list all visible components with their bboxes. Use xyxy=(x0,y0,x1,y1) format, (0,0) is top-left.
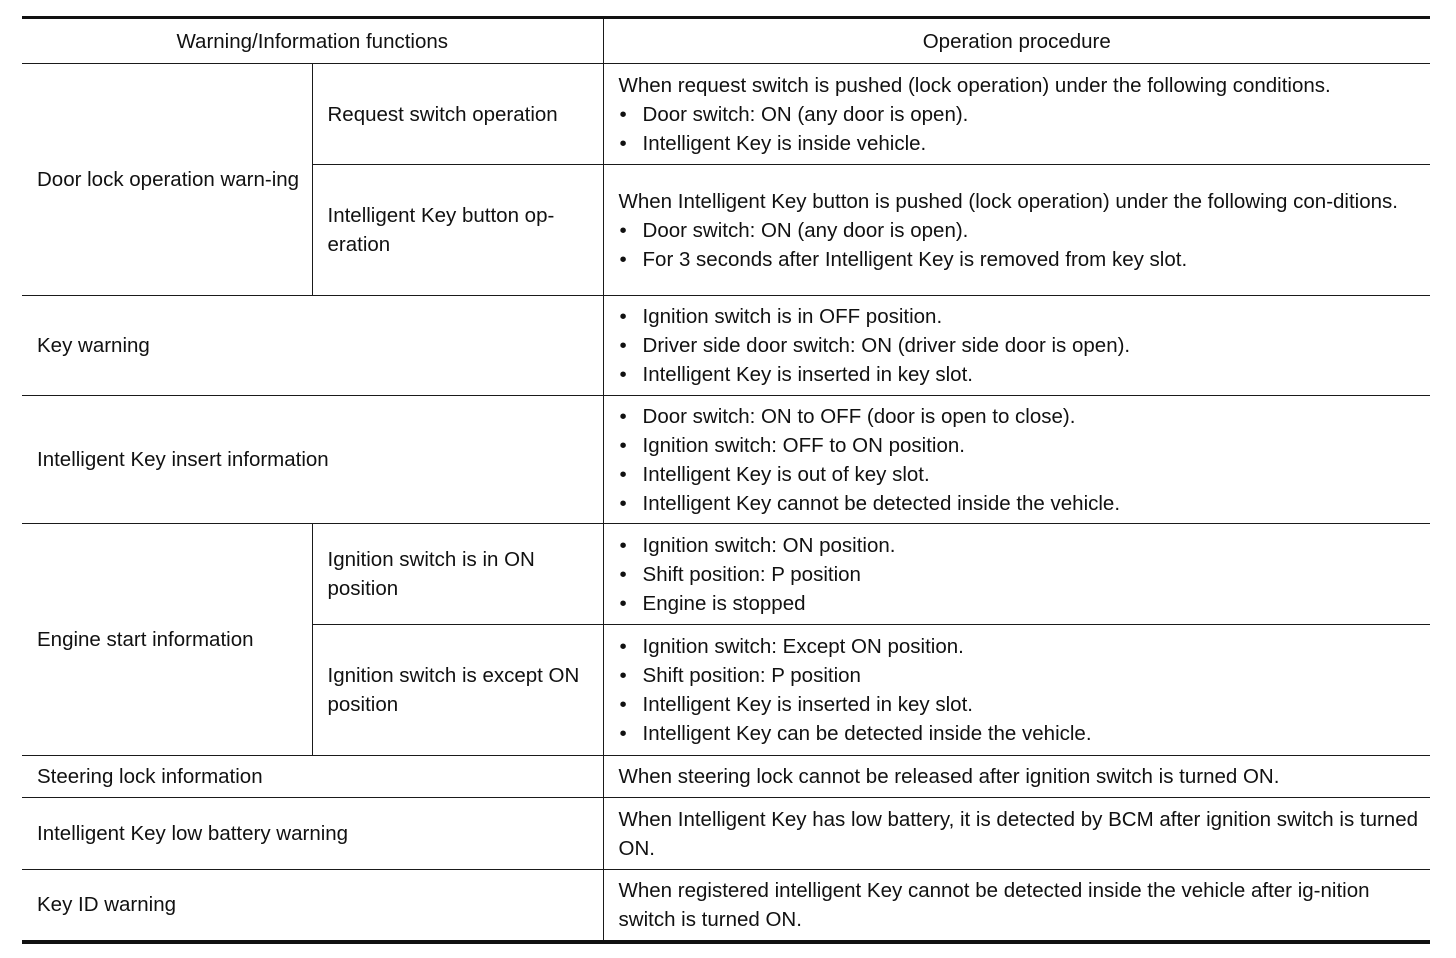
procedure-cell xyxy=(603,396,1430,524)
condition-list xyxy=(619,100,1423,158)
list-item: • For 3 seconds after Intelligent Key is removed from key slot. xyxy=(619,245,1423,274)
table-row xyxy=(22,870,1430,942)
list-item: • Intelligent Key can be detected inside the vehicle. xyxy=(619,719,1423,748)
procedure-cell: When Intelligent Key has low battery, it is detected by BCM after ignition switch is turned ON. xyxy=(603,798,1430,870)
table-row xyxy=(22,396,1430,524)
condition-list xyxy=(619,632,1423,748)
list-item: • Door switch: ON (any door is open). xyxy=(619,100,1423,129)
procedure-cell: When registered intelligent Key cannot be detected inside the vehicle after ig-nition switch is turned ON. xyxy=(603,870,1430,942)
function-cell: Door lock operation warn-ing xyxy=(22,64,312,296)
condition-list xyxy=(619,531,1423,618)
table-row xyxy=(22,756,1430,798)
list-item: • Intelligent Key is out of key slot. xyxy=(619,460,1423,489)
function-cell: Steering lock information xyxy=(22,756,603,798)
list-item: • Ignition switch is in OFF position. xyxy=(619,302,1423,331)
function-cell: Intelligent Key low battery warning xyxy=(22,798,603,870)
warning-information-table xyxy=(22,16,1430,944)
header-functions: Warning/Information functions xyxy=(22,18,603,64)
procedure-cell xyxy=(603,296,1430,396)
procedure-intro: When request switch is pushed (lock operation) under the following conditions. xyxy=(618,73,1331,97)
function-cell: Key ID warning xyxy=(22,870,603,942)
function-cell: Intelligent Key insert information xyxy=(22,396,603,524)
list-item: • Intelligent Key cannot be detected inside the vehicle. xyxy=(619,489,1423,518)
condition-cell: Ignition switch is in ON position xyxy=(312,524,603,625)
procedure-cell xyxy=(603,625,1430,756)
condition-list xyxy=(619,402,1423,518)
procedure-cell xyxy=(603,165,1430,296)
list-item: • Intelligent Key is inserted in key slot. xyxy=(619,360,1423,389)
procedure-cell xyxy=(603,64,1430,165)
list-item: • Driver side door switch: ON (driver side door is open). xyxy=(619,331,1423,360)
list-item: • Ignition switch: ON position. xyxy=(619,531,1423,560)
function-cell: Engine start information xyxy=(22,524,312,756)
list-item: • Intelligent Key is inside vehicle. xyxy=(619,129,1423,158)
table-header-row xyxy=(22,18,1430,64)
function-cell: Key warning xyxy=(22,296,603,396)
list-item: • Door switch: ON to OFF (door is open to close). xyxy=(619,402,1423,431)
table-row xyxy=(22,296,1430,396)
list-item: • Intelligent Key is inserted in key slot. xyxy=(619,690,1423,719)
condition-list xyxy=(619,302,1423,389)
procedure-intro: When Intelligent Key button is pushed (lock operation) under the following con-ditions. xyxy=(618,189,1398,213)
table-row xyxy=(22,64,1430,165)
table-row xyxy=(22,524,1430,625)
procedure-cell: When steering lock cannot be released after ignition switch is turned ON. xyxy=(603,756,1430,798)
list-item: • Ignition switch: Except ON position. xyxy=(619,632,1423,661)
condition-cell: Ignition switch is except ON position xyxy=(312,625,603,756)
list-item: • Engine is stopped xyxy=(619,589,1423,618)
list-item: • Shift position: P position xyxy=(619,560,1423,589)
condition-cell: Intelligent Key button op-eration xyxy=(312,165,603,296)
list-item: • Ignition switch: OFF to ON position. xyxy=(619,431,1423,460)
condition-list xyxy=(619,216,1423,274)
list-item: • Shift position: P position xyxy=(619,661,1423,690)
table-row xyxy=(22,798,1430,870)
condition-cell: Request switch operation xyxy=(312,64,603,165)
list-item: • Door switch: ON (any door is open). xyxy=(619,216,1423,245)
procedure-cell xyxy=(603,524,1430,625)
header-procedure: Operation procedure xyxy=(603,18,1430,64)
